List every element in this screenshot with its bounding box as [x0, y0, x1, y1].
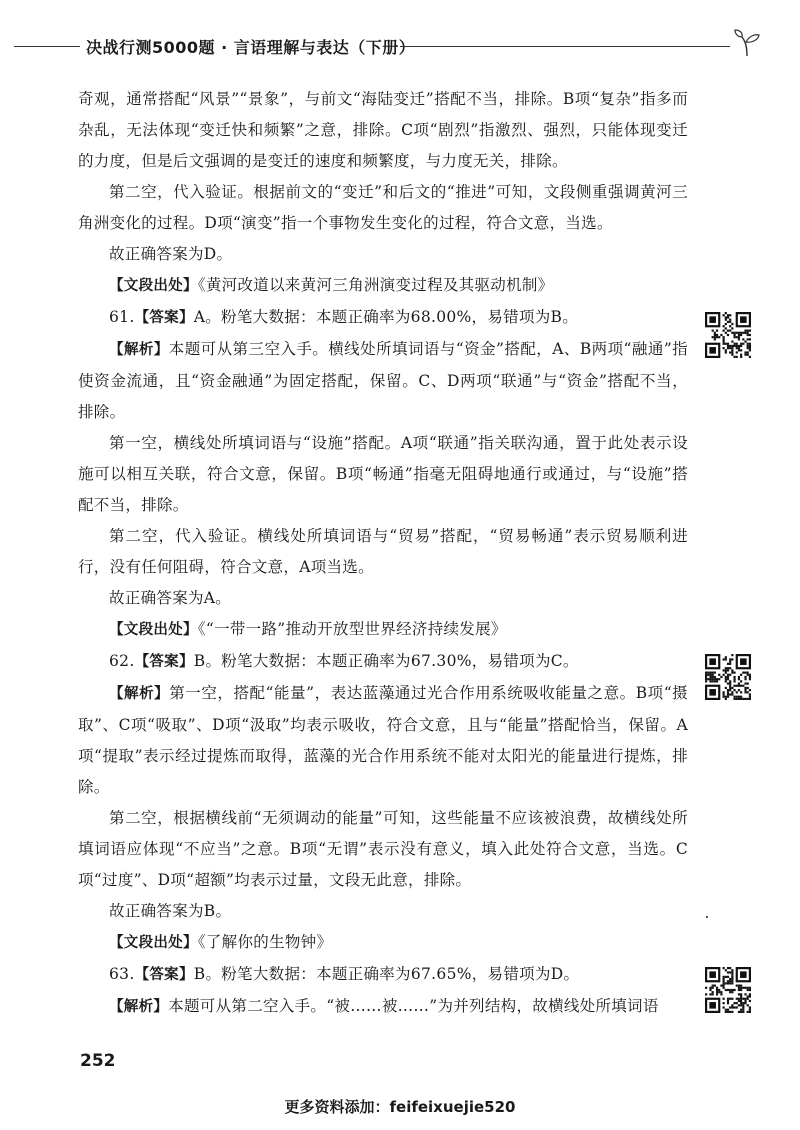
paragraph — [78, 646, 688, 678]
page-number: 252 — [80, 1051, 116, 1071]
section-tag: 【文段出处】 — [109, 935, 198, 951]
paragraph — [78, 583, 688, 614]
section-tag: 【文段出处】 — [109, 622, 198, 638]
paragraph-text: 第二空，根据横线前“无须调动的能量”可知，这些能量不应该被浪费，故横线处所填词语应体现“不应当”之意。B项“无谓”表示没有意义，填入此处符合文意，当选。C项“过度”、D项“超额”均表示过量，文段无此意，排除。 — [78, 809, 688, 889]
paragraph — [78, 991, 688, 1023]
header-rule-right — [400, 46, 730, 47]
header-title: 决战行测5000题 · 言语理解与表达（下册） — [86, 38, 416, 57]
paragraph-text: 本题可从第二空入手。“被……被……”为并列结构，故横线处所填词语 — [168, 997, 659, 1015]
qr-code-icon[interactable] — [705, 967, 751, 1013]
section-tag: 【答案】 — [134, 310, 194, 326]
question-number: 62. — [109, 652, 135, 670]
running-header — [0, 28, 800, 64]
paragraph-text: 故正确答案为B。 — [109, 902, 232, 920]
paragraph — [78, 678, 688, 803]
paragraph — [78, 334, 688, 428]
paragraph-text: 本题可从第三空入手。横线处所填词语与“资金”搭配，A、B两项“融通”指使资金流通，且“资金融通”为固定搭配，保留。C、D两项“联通”与“资金”搭配不当，排除。 — [78, 340, 688, 421]
paragraph-text: B。粉笔大数据：本题正确率为67.65%，易错项为D。 — [193, 965, 580, 983]
paragraph — [78, 177, 688, 239]
section-tag: 【解析】 — [109, 686, 170, 702]
question-number: 63. — [109, 965, 135, 983]
paragraph — [78, 270, 688, 302]
paragraph-text: A。粉笔大数据：本题正确率为68.00%，易错项为B。 — [193, 308, 579, 326]
paragraph-text: 奇观，通常搭配“风景”“景象”，与前文“海陆变迁”搭配不当，排除。B项“复杂”指多而杂乱，无法体现“变迁快和频繁”之意，排除。C项“剧烈”指激烈、强烈，只能体现变迁的力度，但是后文强调的是变迁的速度和频繁度，与力度无关，排除。 — [78, 90, 688, 170]
paragraph — [78, 896, 688, 927]
paragraph-text: 《“一带一路”推动开放型世界经济持续发展》 — [197, 620, 507, 638]
footer-note: 更多资料添加：feifeixuejie520 — [284, 1098, 516, 1116]
paragraph — [78, 84, 688, 177]
answer-explanations — [78, 84, 688, 1023]
section-tag: 【文段出处】 — [109, 278, 198, 294]
qr-code-icon[interactable] — [705, 312, 751, 358]
paragraph-text: 故正确答案为D。 — [109, 245, 233, 263]
section-tag: 【解析】 — [109, 342, 169, 358]
paragraph — [78, 803, 688, 896]
section-tag: 【解析】 — [109, 999, 169, 1015]
scan-speck — [706, 916, 708, 918]
qr-code-icon[interactable] — [705, 654, 751, 700]
paragraph-text: 故正确答案为A。 — [109, 589, 232, 607]
paragraph-text: 《黄河改道以来黄河三角洲演变过程及其驱动机制》 — [197, 276, 554, 294]
paragraph-text: 第一空，搭配“能量”，表达蓝藻通过光合作用系统吸收能量之意。B项“摄取”、C项“吸取”、D项“汲取”均表示吸收，符合文意，且与“能量”搭配恰当，保留。A项“提取”表示经过提炼而取得，蓝藻的光合作用系统不能对太阳光的能量进行提炼，排除。 — [78, 684, 688, 796]
paragraph — [78, 927, 688, 959]
paragraph — [78, 959, 688, 991]
paragraph — [78, 302, 688, 334]
paragraph-text: 第二空，代入验证。根据前文的“变迁”和后文的“推进”可知，文段侧重强调黄河三角洲变化的过程。D项“演变”指一个事物发生变化的过程，符合文意，当选。 — [78, 183, 688, 232]
section-tag: 【答案】 — [134, 654, 194, 670]
paragraph-text: 第一空，横线处所填词语与“设施”搭配。A项“联通”指关联沟通，置于此处表示设施可以相互关联，符合文意，保留。B项“畅通”指毫无阻碍地通行或通过，与“设施”搭配不当，排除。 — [78, 434, 688, 514]
paragraph-text: 第二空，代入验证。横线处所填词语与“贸易”搭配，“贸易畅通”表示贸易顺利进行，没有任何阻碍，符合文意，A项当选。 — [78, 527, 688, 576]
question-number: 61. — [109, 308, 135, 326]
section-tag: 【答案】 — [134, 967, 194, 983]
paragraph — [78, 521, 688, 583]
paragraph-text: 《了解你的生物钟》 — [197, 933, 333, 951]
paragraph — [78, 614, 688, 646]
header-rule-left — [14, 46, 80, 47]
paragraph-text: B。粉笔大数据：本题正确率为67.30%，易错项为C。 — [193, 652, 579, 670]
sprout-icon — [732, 28, 762, 58]
paragraph — [78, 239, 688, 270]
paragraph — [78, 428, 688, 521]
